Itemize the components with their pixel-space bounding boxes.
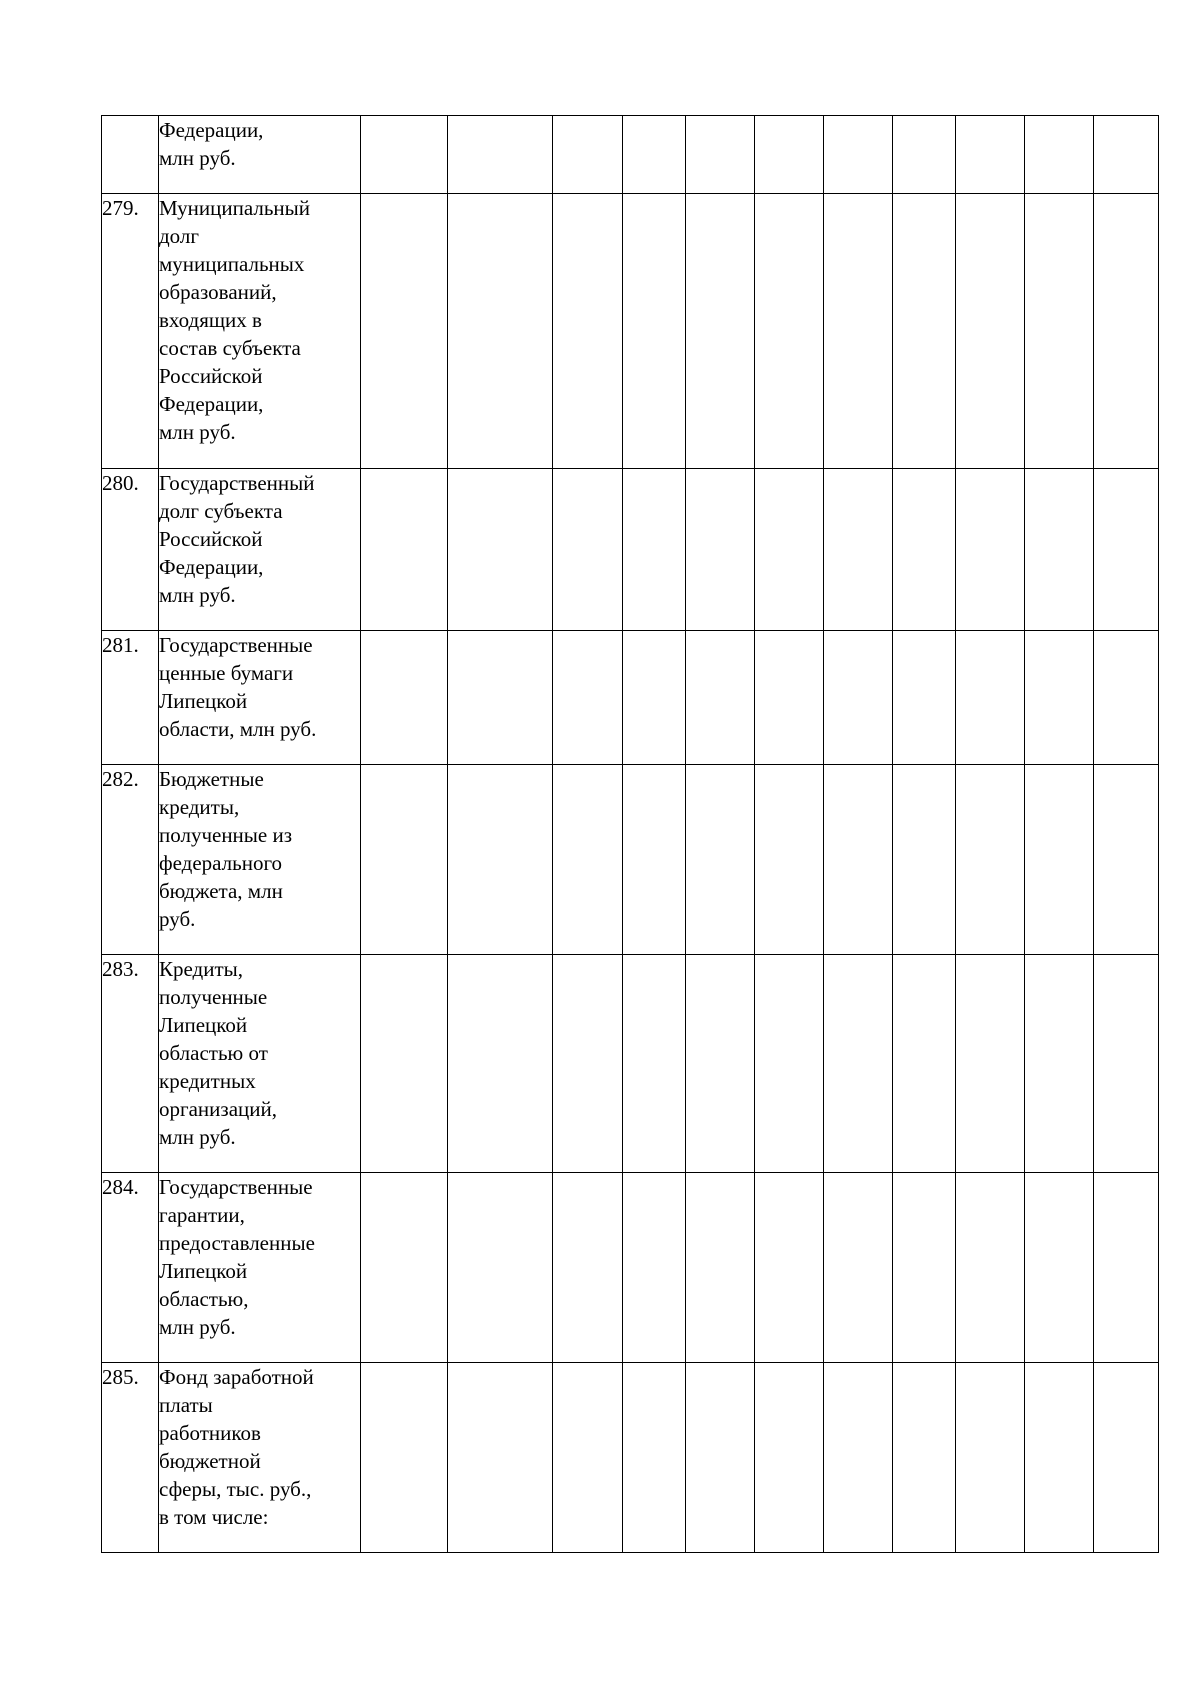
- value-cell: [361, 955, 448, 1173]
- value-cell: [553, 116, 623, 194]
- indicator-name: Фонд заработной платы работников бюджетной сферы, тыс. руб., в том числе:: [159, 1365, 314, 1529]
- value-cell: [956, 1363, 1025, 1553]
- value-cell: [755, 955, 824, 1173]
- value-cell: [755, 116, 824, 194]
- indicator-name-cell: [159, 116, 361, 194]
- value-cell: [755, 765, 824, 955]
- value-cell: [1094, 116, 1159, 194]
- table-row: [102, 469, 1159, 631]
- value-cell: [824, 1173, 893, 1363]
- row-number: 284.: [102, 1173, 159, 1363]
- value-cell: [553, 955, 623, 1173]
- indicator-name-cell: [159, 469, 361, 631]
- value-cell: [448, 116, 553, 194]
- value-cell: [361, 469, 448, 631]
- value-cell: [448, 955, 553, 1173]
- value-cell: [824, 116, 893, 194]
- table-row: [102, 194, 1159, 469]
- value-cell: [956, 765, 1025, 955]
- value-cell: [448, 1363, 553, 1553]
- value-cell: [361, 194, 448, 469]
- row-number: 282.: [102, 765, 159, 955]
- value-cell: [448, 469, 553, 631]
- value-cell: [893, 194, 956, 469]
- value-cell: [956, 1173, 1025, 1363]
- value-cell: [1094, 631, 1159, 765]
- row-number: 283.: [102, 955, 159, 1173]
- indicator-name: Бюджетные кредиты, полученные из федерального бюджета, млн руб.: [159, 767, 293, 931]
- value-cell: [1094, 1363, 1159, 1553]
- row-number: 281.: [102, 631, 159, 765]
- value-cell: [623, 469, 686, 631]
- value-cell: [755, 1173, 824, 1363]
- value-cell: [1094, 194, 1159, 469]
- value-cell: [1025, 765, 1094, 955]
- value-cell: [361, 631, 448, 765]
- indicator-name: Муниципальный долг муниципальных образований, входящих в состав субъекта Российской Федерации, млн руб.: [159, 196, 310, 444]
- value-cell: [361, 765, 448, 955]
- value-cell: [755, 1363, 824, 1553]
- value-cell: [755, 631, 824, 765]
- value-cell: [1025, 116, 1094, 194]
- value-cell: [623, 765, 686, 955]
- value-cell: [686, 194, 755, 469]
- value-cell: [1025, 1173, 1094, 1363]
- table-row: [102, 116, 1159, 194]
- value-cell: [553, 1363, 623, 1553]
- value-cell: [553, 631, 623, 765]
- indicator-name-cell: [159, 765, 361, 955]
- value-cell: [1025, 1363, 1094, 1553]
- value-cell: [1025, 194, 1094, 469]
- value-cell: [1094, 469, 1159, 631]
- value-cell: [448, 765, 553, 955]
- value-cell: [956, 194, 1025, 469]
- indicator-name-cell: [159, 194, 361, 469]
- value-cell: [1025, 469, 1094, 631]
- indicator-name-cell: [159, 631, 361, 765]
- value-cell: [755, 469, 824, 631]
- value-cell: [686, 631, 755, 765]
- value-cell: [623, 631, 686, 765]
- value-cell: [686, 955, 755, 1173]
- value-cell: [893, 1363, 956, 1553]
- value-cell: [824, 955, 893, 1173]
- indicator-name-cell: [159, 1173, 361, 1363]
- value-cell: [623, 116, 686, 194]
- value-cell: [824, 469, 893, 631]
- value-cell: [755, 194, 824, 469]
- value-cell: [623, 194, 686, 469]
- value-cell: [623, 955, 686, 1173]
- value-cell: [448, 631, 553, 765]
- value-cell: [686, 116, 755, 194]
- indicator-table: [101, 115, 1159, 1553]
- value-cell: [448, 194, 553, 469]
- indicator-name: Государственный долг субъекта Российской Федерации, млн руб.: [159, 471, 315, 607]
- value-cell: [1025, 955, 1094, 1173]
- value-cell: [893, 1173, 956, 1363]
- table-row: [102, 955, 1159, 1173]
- row-number: 285.: [102, 1363, 159, 1553]
- table-body: [102, 116, 1159, 1553]
- value-cell: [553, 1173, 623, 1363]
- value-cell: [361, 1173, 448, 1363]
- value-cell: [824, 1363, 893, 1553]
- value-cell: [361, 1363, 448, 1553]
- value-cell: [893, 765, 956, 955]
- row-number: 280.: [102, 469, 159, 631]
- indicator-name-cell: [159, 955, 361, 1173]
- indicator-name: Государственные ценные бумаги Липецкой области, млн руб.: [159, 633, 317, 741]
- table-row: [102, 631, 1159, 765]
- value-cell: [1025, 631, 1094, 765]
- value-cell: [1094, 1173, 1159, 1363]
- table-row: [102, 1173, 1159, 1363]
- value-cell: [956, 631, 1025, 765]
- value-cell: [956, 955, 1025, 1173]
- table-row: [102, 765, 1159, 955]
- indicator-name: Кредиты, полученные Липецкой областью от кредитных организаций, млн руб.: [159, 957, 277, 1149]
- indicator-name: Федерации, млн руб.: [159, 118, 264, 170]
- row-number: [102, 116, 159, 194]
- value-cell: [448, 1173, 553, 1363]
- value-cell: [553, 194, 623, 469]
- value-cell: [686, 1363, 755, 1553]
- value-cell: [893, 631, 956, 765]
- value-cell: [893, 955, 956, 1173]
- value-cell: [893, 116, 956, 194]
- value-cell: [361, 116, 448, 194]
- value-cell: [686, 765, 755, 955]
- value-cell: [623, 1173, 686, 1363]
- value-cell: [623, 1363, 686, 1553]
- value-cell: [956, 469, 1025, 631]
- value-cell: [686, 1173, 755, 1363]
- value-cell: [824, 194, 893, 469]
- value-cell: [824, 765, 893, 955]
- indicator-name-cell: [159, 1363, 361, 1553]
- value-cell: [686, 469, 755, 631]
- value-cell: [1094, 765, 1159, 955]
- value-cell: [553, 469, 623, 631]
- value-cell: [956, 116, 1025, 194]
- indicator-name: Государственные гарантии, предоставленные Липецкой областью, млн руб.: [159, 1175, 315, 1339]
- row-number: 279.: [102, 194, 159, 469]
- value-cell: [1094, 955, 1159, 1173]
- value-cell: [893, 469, 956, 631]
- value-cell: [824, 631, 893, 765]
- table-row: [102, 1363, 1159, 1553]
- value-cell: [553, 765, 623, 955]
